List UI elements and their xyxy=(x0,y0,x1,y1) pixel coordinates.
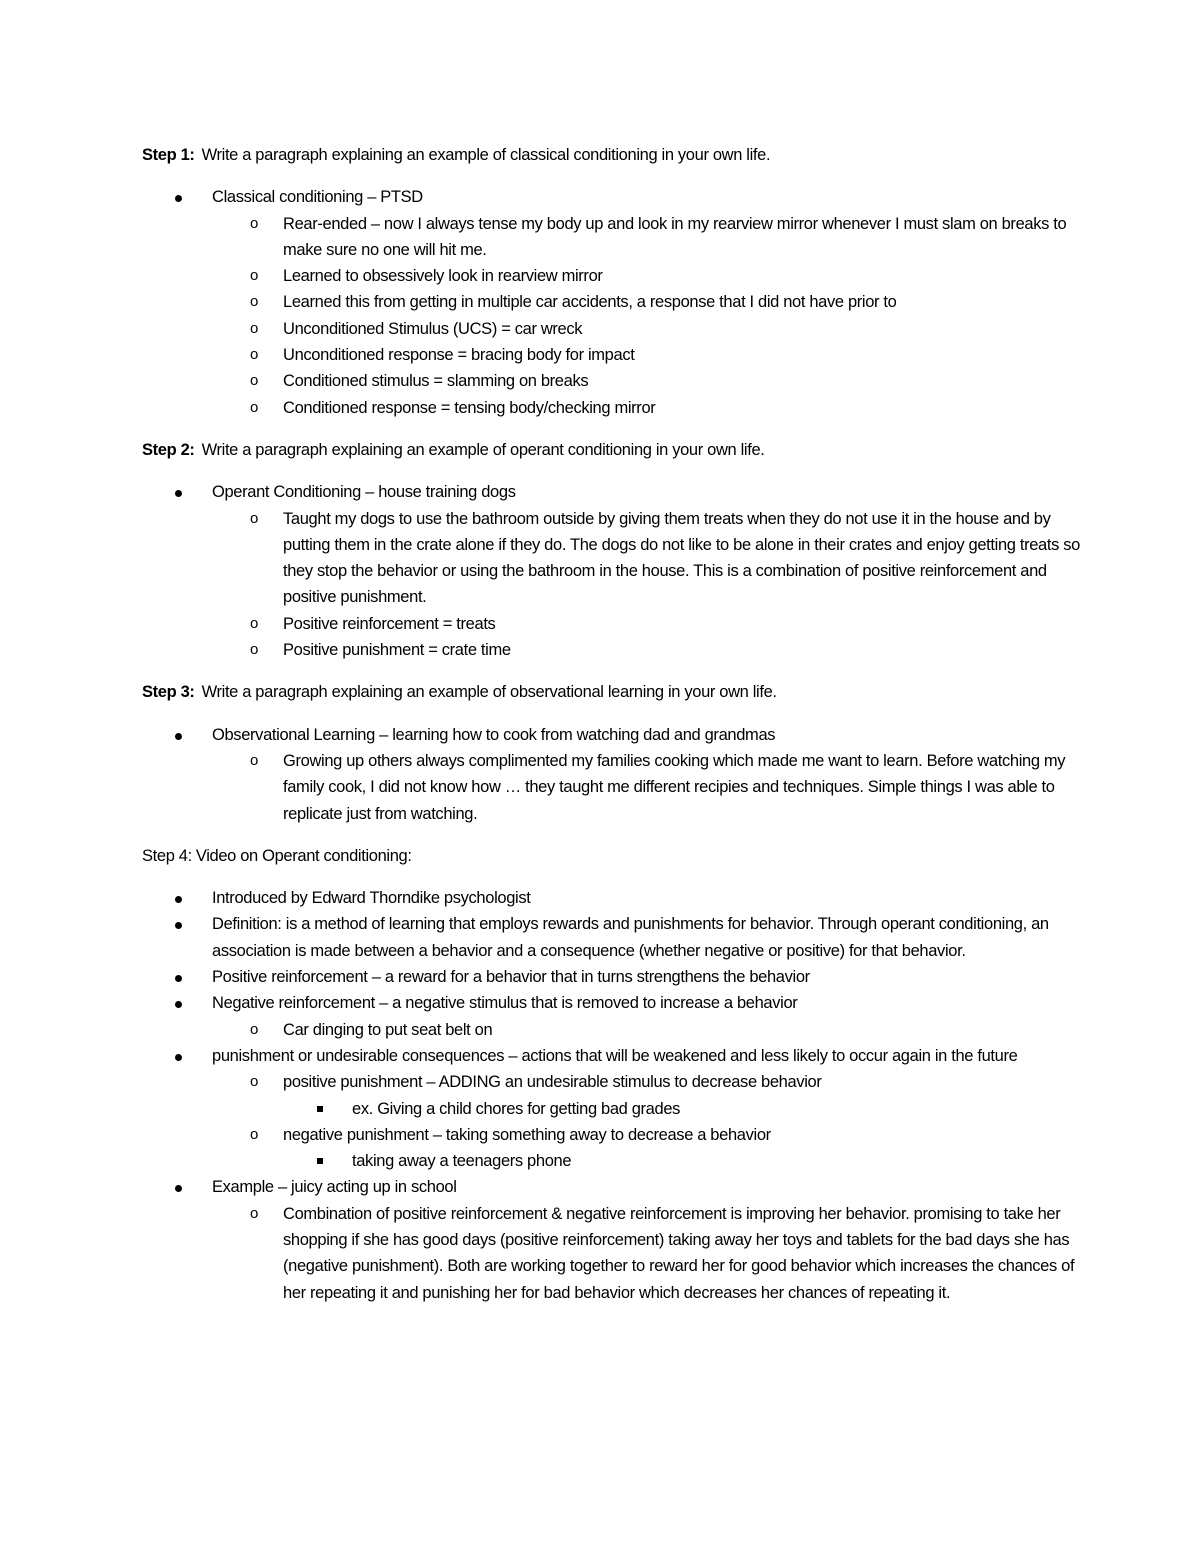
circle-bullet-icon: o xyxy=(250,1073,258,1091)
bullet-icon xyxy=(175,922,182,929)
circle-bullet-icon: o xyxy=(250,214,258,232)
step-1-list xyxy=(142,184,1080,421)
circle-bullet-icon: o xyxy=(250,509,258,527)
step-2-label: Step 2: xyxy=(142,440,195,459)
bullet-icon xyxy=(175,975,182,982)
square-bullet-icon xyxy=(317,1106,323,1112)
list-item xyxy=(142,1043,1080,1174)
sub-list-item xyxy=(212,395,1080,421)
sub-list xyxy=(212,211,1080,421)
bullet-icon xyxy=(175,195,182,202)
circle-bullet-icon: o xyxy=(250,319,258,337)
sub-list-item xyxy=(212,748,1080,827)
sub-item-text: negative punishment – taking something away to decrease a behavior xyxy=(283,1125,771,1144)
circle-bullet-icon: o xyxy=(250,614,258,632)
step-3-prompt: Write a paragraph explaining an example of observational learning in your own life. xyxy=(201,683,777,702)
step-4-label: Step 4: xyxy=(142,846,192,865)
circle-bullet-icon: o xyxy=(250,1125,258,1143)
bullet-text: Definition: is a method of learning that employs rewards and punishments for behavior. Through operant conditioning, an association is made between a behavior and a consequence (whether negative or positive) for that behavior. xyxy=(212,915,1049,960)
sub-list-item xyxy=(212,506,1080,611)
list-item xyxy=(142,1174,1080,1305)
sub-list xyxy=(212,506,1080,664)
bullet-icon xyxy=(175,1001,182,1008)
sub-item-text: Rear-ended – now I always tense my body up and look in my rearview mirror whenever I must slam on breaks to make sure no one will hit me. xyxy=(283,214,1067,259)
sub-sub-list xyxy=(283,1096,1080,1122)
sub-sub-item-text: taking away a teenagers phone xyxy=(352,1152,572,1171)
step-4-prompt: Video on Operant conditioning: xyxy=(195,846,412,865)
sub-list-item xyxy=(212,611,1080,637)
bullet-text: Classical conditioning – PTSD xyxy=(212,188,423,207)
circle-bullet-icon: o xyxy=(250,1020,258,1038)
list-item xyxy=(142,964,1080,990)
bullet-icon xyxy=(175,490,182,497)
step-2-prompt: Write a paragraph explaining an example of operant conditioning in your own life. xyxy=(201,440,765,459)
bullet-icon xyxy=(175,1054,182,1061)
sub-item-text: Taught my dogs to use the bathroom outside by giving them treats when they do not use it in the house and by putting them in the crate alone if they do. The dogs do not like to be alone in their crates and enjoy getting treats so they stop the behavior or using the bathroom in the house. This is a combination of positive reinforcement and positive punishment. xyxy=(283,509,1080,607)
sub-list-item xyxy=(212,1122,1080,1175)
sub-item-text: Unconditioned response = bracing body for impact xyxy=(283,346,635,365)
circle-bullet-icon: o xyxy=(250,293,258,311)
circle-bullet-icon: o xyxy=(250,267,258,285)
bullet-text: Observational Learning – learning how to cook from watching dad and grandmas xyxy=(212,725,776,744)
sub-item-text: Learned this from getting in multiple car accidents, a response that I did not have prior to xyxy=(283,293,897,312)
list-item xyxy=(142,990,1080,1043)
sub-list xyxy=(212,1201,1080,1306)
circle-bullet-icon: o xyxy=(250,641,258,659)
sub-list-item xyxy=(212,289,1080,315)
circle-bullet-icon: o xyxy=(250,1204,258,1222)
bullet-icon xyxy=(175,733,182,740)
circle-bullet-icon: o xyxy=(250,372,258,390)
step-1-heading xyxy=(142,142,1080,168)
bullet-text: Negative reinforcement – a negative stimulus that is removed to increase a behavior xyxy=(212,994,798,1013)
bullet-text: Example – juicy acting up in school xyxy=(212,1178,457,1197)
square-bullet-icon xyxy=(317,1158,323,1164)
sub-sub-list-item xyxy=(283,1096,1080,1122)
step-3-list xyxy=(142,722,1080,827)
bullet-text: Introduced by Edward Thorndike psychologist xyxy=(212,889,531,908)
sub-list xyxy=(212,748,1080,827)
step-4-heading xyxy=(142,843,1080,869)
sub-list-item xyxy=(212,1069,1080,1122)
step-1-prompt: Write a paragraph explaining an example of classical conditioning in your own life. xyxy=(201,146,771,164)
step-2-list xyxy=(142,479,1080,663)
list-item xyxy=(142,722,1080,827)
bullet-icon xyxy=(175,1185,182,1192)
circle-bullet-icon: o xyxy=(250,398,258,416)
list-item xyxy=(142,479,1080,663)
sub-item-text: Conditioned response = tensing body/checking mirror xyxy=(283,398,656,417)
step-4-list xyxy=(142,885,1080,1306)
bullet-text: Operant Conditioning – house training dogs xyxy=(212,483,516,502)
circle-bullet-icon: o xyxy=(250,346,258,364)
sub-item-text: Combination of positive reinforcement & negative reinforcement is improving her behavior. promising to take her shopping if she has good days (positive reinforcement) taking away her toys and tablets for the bad days she has (negative punishment). Both are working together to reward her for good behavior which increases the chances of her repeating it and punishing her for bad behavior which decreases her chances of repeating it. xyxy=(283,1204,1075,1302)
sub-item-text: Conditioned stimulus = slamming on breaks xyxy=(283,372,589,391)
sub-list xyxy=(212,1069,1080,1174)
sub-item-text: Growing up others always complimented my families cooking which made me want to learn. Before watching my family cook, I did not know how … they taught me different recipies and techniques. Simple things I was able to replicate just from watching. xyxy=(283,751,1066,823)
bullet-text: punishment or undesirable consequences – actions that will be weakened and less likely to occur again in the future xyxy=(212,1046,1018,1065)
bullet-text: Positive reinforcement – a reward for a behavior that in turns strengthens the behavior xyxy=(212,968,810,987)
sub-item-text: Car dinging to put seat belt on xyxy=(283,1020,493,1039)
sub-list-item xyxy=(212,342,1080,368)
list-item xyxy=(142,911,1080,964)
sub-item-text: Unconditioned Stimulus (UCS) = car wreck xyxy=(283,319,583,338)
sub-list-item xyxy=(212,316,1080,342)
sub-sub-item-text: ex. Giving a child chores for getting bad grades xyxy=(352,1099,681,1118)
sub-list xyxy=(212,1017,1080,1043)
list-item xyxy=(142,184,1080,421)
sub-item-text: Positive reinforcement = treats xyxy=(283,614,496,633)
sub-list-item xyxy=(212,368,1080,394)
circle-bullet-icon: o xyxy=(250,751,258,769)
sub-list-item xyxy=(212,263,1080,289)
list-item xyxy=(142,885,1080,911)
step-3-label: Step 3: xyxy=(142,683,195,702)
sub-item-text: positive punishment – ADDING an undesirable stimulus to decrease behavior xyxy=(283,1073,822,1092)
step-3-heading xyxy=(142,679,1080,705)
sub-item-text: Learned to obsessively look in rearview mirror xyxy=(283,267,603,286)
sub-list-item xyxy=(212,637,1080,663)
bullet-icon xyxy=(175,896,182,903)
sub-item-text: Positive punishment = crate time xyxy=(283,641,511,660)
sub-sub-list xyxy=(283,1148,1080,1174)
sub-sub-list-item xyxy=(283,1148,1080,1174)
sub-list-item xyxy=(212,211,1080,264)
step-2-heading xyxy=(142,437,1080,463)
step-1-label: Step 1: xyxy=(142,146,195,164)
sub-list-item xyxy=(212,1201,1080,1306)
sub-list-item xyxy=(212,1017,1080,1043)
